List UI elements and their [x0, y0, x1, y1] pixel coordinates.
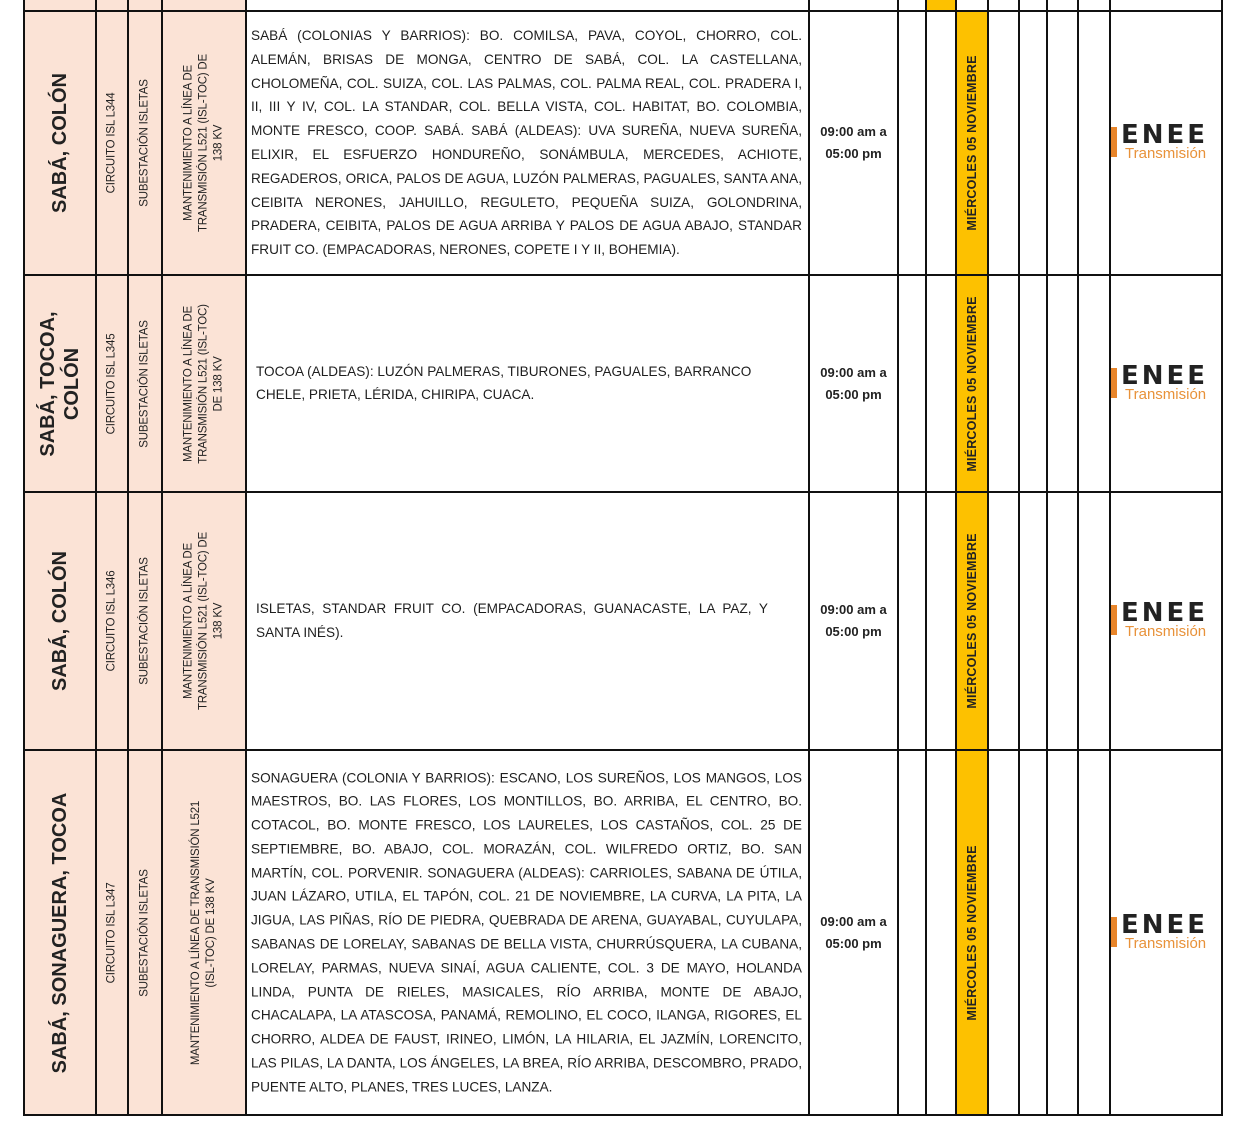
- day-cell: [1077, 749, 1111, 1116]
- day-cell: [987, 274, 1020, 493]
- enee-logo-title: ENEE: [1121, 363, 1209, 391]
- location-cell: [23, 10, 97, 276]
- date-highlight-cell: [955, 491, 989, 751]
- logo-cell: [1109, 749, 1223, 1116]
- enee-logo: [1111, 601, 1221, 641]
- work-label: MANTENIMIENTO A LÍNEA DE TRANSMISIÓN L521 (ISL-TOC) DE 138 KV: [182, 303, 225, 464]
- location-label: SABÁ, COLÓN: [49, 73, 71, 213]
- sectors-cell: [245, 491, 810, 751]
- substation-label: SUBESTACIÓN ISLETAS: [138, 868, 151, 997]
- work-cell: [161, 491, 247, 751]
- circuit-cell: [95, 749, 129, 1116]
- enee-logo-mark-icon: [1111, 127, 1117, 157]
- time-cell: [808, 274, 899, 493]
- enee-logo: [1111, 364, 1221, 404]
- time-range: 09:00 am a 05:00 pm: [820, 124, 887, 161]
- day-cell: [1018, 491, 1048, 751]
- day-cell: [1077, 274, 1111, 493]
- day-cell: [1077, 491, 1111, 751]
- date-highlight-cell: [955, 749, 989, 1116]
- sectors-cell: [245, 749, 810, 1116]
- work-label: MANTENIMIENTO A LÍNEA DE TRANSMISIÓN L521 (ISL-TOC) DE 138 KV: [190, 800, 217, 1065]
- logo-cell: [1109, 10, 1223, 276]
- time-cell: [808, 10, 899, 276]
- affected-sectors-text: ISLETAS, STANDAR FRUIT CO. (EMPACADORAS, GUANACASTE, LA PAZ, Y SANTA INÉS).: [256, 601, 768, 640]
- day-cell: [1077, 10, 1111, 276]
- time-range: 09:00 am a 05:00 pm: [820, 364, 887, 402]
- enee-logo-mark-icon: [1111, 368, 1117, 398]
- circuit-label: CIRCUITO ISL L346: [105, 570, 118, 672]
- date-label: MIÉRCOLES 05 NOVIEMBRE: [965, 295, 979, 472]
- affected-sectors-text: TOCOA (ALDEAS): LUZÓN PALMERAS, TIBURONES, PAGUALES, BARRANCO CHELE, PRIETA, LÉRIDA, CHIRIPA, CUACA.: [256, 363, 752, 403]
- circuit-label: CIRCUITO ISL L344: [105, 92, 118, 194]
- logo-cell: [1109, 274, 1223, 493]
- day-cell: [925, 10, 957, 276]
- enee-logo: [1111, 913, 1221, 953]
- day-cell: [987, 10, 1020, 276]
- circuit-label: CIRCUITO ISL L345: [105, 333, 118, 434]
- substation-label: SUBESTACIÓN ISLETAS: [138, 319, 151, 448]
- enee-logo-title: ENEE: [1121, 601, 1209, 628]
- time-range: 09:00 am a 05:00 pm: [820, 602, 887, 639]
- location-cell: [23, 491, 97, 751]
- date-highlight-cell: [955, 10, 989, 276]
- enee-logo-mark-icon: [1111, 605, 1117, 635]
- enee-logo-subtitle: Transmisión: [1125, 385, 1207, 403]
- substation-cell: [127, 749, 163, 1116]
- location-cell: [23, 274, 97, 493]
- enee-logo-subtitle: Transmisión: [1125, 145, 1207, 162]
- day-cell: [925, 491, 957, 751]
- enee-logo-subtitle: Transmisión: [1125, 934, 1207, 952]
- date-label: MIÉRCOLES 05 NOVIEMBRE: [965, 844, 979, 1021]
- day-cell: [1018, 749, 1048, 1116]
- substation-cell: [127, 274, 163, 493]
- location-cell: [23, 749, 97, 1116]
- day-cell: [897, 749, 927, 1116]
- day-cell: [1046, 491, 1079, 751]
- sectors-cell: [245, 274, 810, 493]
- day-cell: [987, 749, 1020, 1116]
- work-label: MANTENIMIENTO A LÍNEA DE TRANSMISIÓN L521 (ISL-TOC) DE 138 KV: [182, 53, 225, 233]
- day-cell: [1046, 10, 1079, 276]
- day-cell: [1018, 10, 1048, 276]
- circuit-cell: [95, 491, 129, 751]
- day-cell: [1046, 274, 1079, 493]
- substation-cell: [127, 491, 163, 751]
- date-label: MIÉRCOLES 05 NOVIEMBRE: [965, 533, 979, 709]
- work-cell: [161, 274, 247, 493]
- day-cell: [1018, 274, 1048, 493]
- affected-sectors-text: SABÁ (COLONIAS Y BARRIOS): BO. COMILSA, PAVA, COYOL, CHORRO, COL. ALEMÁN, BRISAS DE MONGA, CENTRO DE SABÁ, COL. LA CASTELLANA, CHOLOMEÑA, COL. SUIZA, COL. LAS PALMAS, COL. PALMA REAL, COL. PRADERA I, II, III Y IV, COL. LA STANDAR, COL. BELLA VISTA, COL. HABITAT, BO. COLOMBIA, MONTE FRESCO, COOP. SABÁ. SABÁ (ALDEAS): UVA SUREÑA, NUEVA SUREÑA, ELIXIR, EL ESFUERZO HONDUREÑO, SONÁMBULA, MERCEDES, ACHIOTE, REGADEROS, ORICA, PALOS DE AGUA, LUZÓN PALMERAS, PAGUALES, SANTA ANA, CEIBITA NERONES, JAHUILLO, REGULETO, PEQUEÑA SUIZA, GOLONDRINA, PRADERA, CEIBITA, PALOS DE AGUA ARRIBA Y PALOS DE AGUA ABAJO, STANDAR FRUIT CO. (EMPACADORAS, NERONES, COPETE I Y II, BOHEMIA).: [251, 28, 802, 258]
- time-cell: [808, 749, 899, 1116]
- work-cell: [161, 10, 247, 276]
- circuit-label: CIRCUITO ISL L347: [105, 882, 118, 983]
- location-label: SABÁ, COLÓN: [49, 551, 71, 691]
- day-cell: [897, 10, 927, 276]
- enee-logo-title: ENEE: [1121, 912, 1209, 940]
- substation-cell: [127, 10, 163, 276]
- sectors-cell: [245, 10, 810, 276]
- work-label: MANTENIMIENTO A LÍNEA DE TRANSMISIÓN L521 (ISL-TOC) DE 138 KV: [182, 531, 225, 711]
- logo-cell: [1109, 491, 1223, 751]
- day-cell: [897, 274, 927, 493]
- work-cell: [161, 749, 247, 1116]
- circuit-cell: [95, 10, 129, 276]
- date-label: MIÉRCOLES 05 NOVIEMBRE: [965, 55, 979, 231]
- substation-label: SUBESTACIÓN ISLETAS: [138, 79, 151, 207]
- day-cell: [925, 274, 957, 493]
- day-cell: [987, 491, 1020, 751]
- day-cell: [897, 491, 927, 751]
- substation-label: SUBESTACIÓN ISLETAS: [138, 557, 151, 685]
- day-cell: [925, 749, 957, 1116]
- time-cell: [808, 491, 899, 751]
- time-range: 09:00 am a 05:00 pm: [820, 913, 887, 951]
- enee-logo: [1111, 123, 1221, 163]
- day-cell: [1046, 749, 1079, 1116]
- enee-logo-title: ENEE: [1121, 123, 1209, 150]
- location-label: SABÁ, SONAGUERA, TOCOA: [49, 792, 71, 1073]
- location-label: SABÁ, TOCOA, COLÓN: [37, 310, 83, 457]
- circuit-cell: [95, 274, 129, 493]
- enee-logo-subtitle: Transmisión: [1125, 623, 1207, 640]
- affected-sectors-text: SONAGUERA (COLONIA Y BARRIOS): ESCANO, LOS SUREÑOS, LOS MANGOS, LOS MAESTROS, BO. LAS FLORES, LOS MONTILLOS, BO. ARRIBA, EL CENTRO, BO. COTACOL, BO. MONTE FRESCO, LOS LAURELES, LOS CASTAÑOS, COL. 25 DE SEPTIEMBRE, BO. ABAJO, COL. MORAZÁN, COL. WILFREDO ORTIZ, BO. SAN MARTÍN, COL. PORVENIR. SONAGUERA (ALDEAS): CARRIOLES, SABANA DE ÚTILA, JUAN LÁZARO, UTILA, EL TAPÓN, COL. 21 DE NOVIEMBRE, LA CURVA, LA PITA, LA JIGUA, LAS PIÑAS, RÍO DE PIEDRA, QUEBRADA DE ARENA, GUAYABAL, CUYULAPA, SABANAS DE LORELAY, SABANAS DE BELLA VISTA, CHURRÚSQUERA, LA CUBANA, LORELAY, PARMAS, NUEVA SINAÍ, AGUA CALIENTE, COL. 3 DE MAYO, HOLANDA LINDA, PUNTA DE RIELES, MASICALES, RÍO ARRIBA, MONTE DE ABAJO, CHACALAPA, LA ATASCOSA, PANAMÁ, REMOLINO, EL COCO, ILANGA, RIGORES, EL CHORRO, ALDEA DE FAUST, IRINEO, LIMÓN, LA HILARIA, EL JAZMÍN, LORENCITO, LAS PILAS, LA DANTA, LOS ÁNGELES, LA BREA, RÍO ARRIBA, DESCOMBRO, PRADO, PUENTE ALTO, PLANES, TRES LUCES, LANZA.: [251, 769, 802, 1095]
- enee-logo-mark-icon: [1111, 917, 1117, 947]
- date-highlight-cell: [955, 274, 989, 493]
